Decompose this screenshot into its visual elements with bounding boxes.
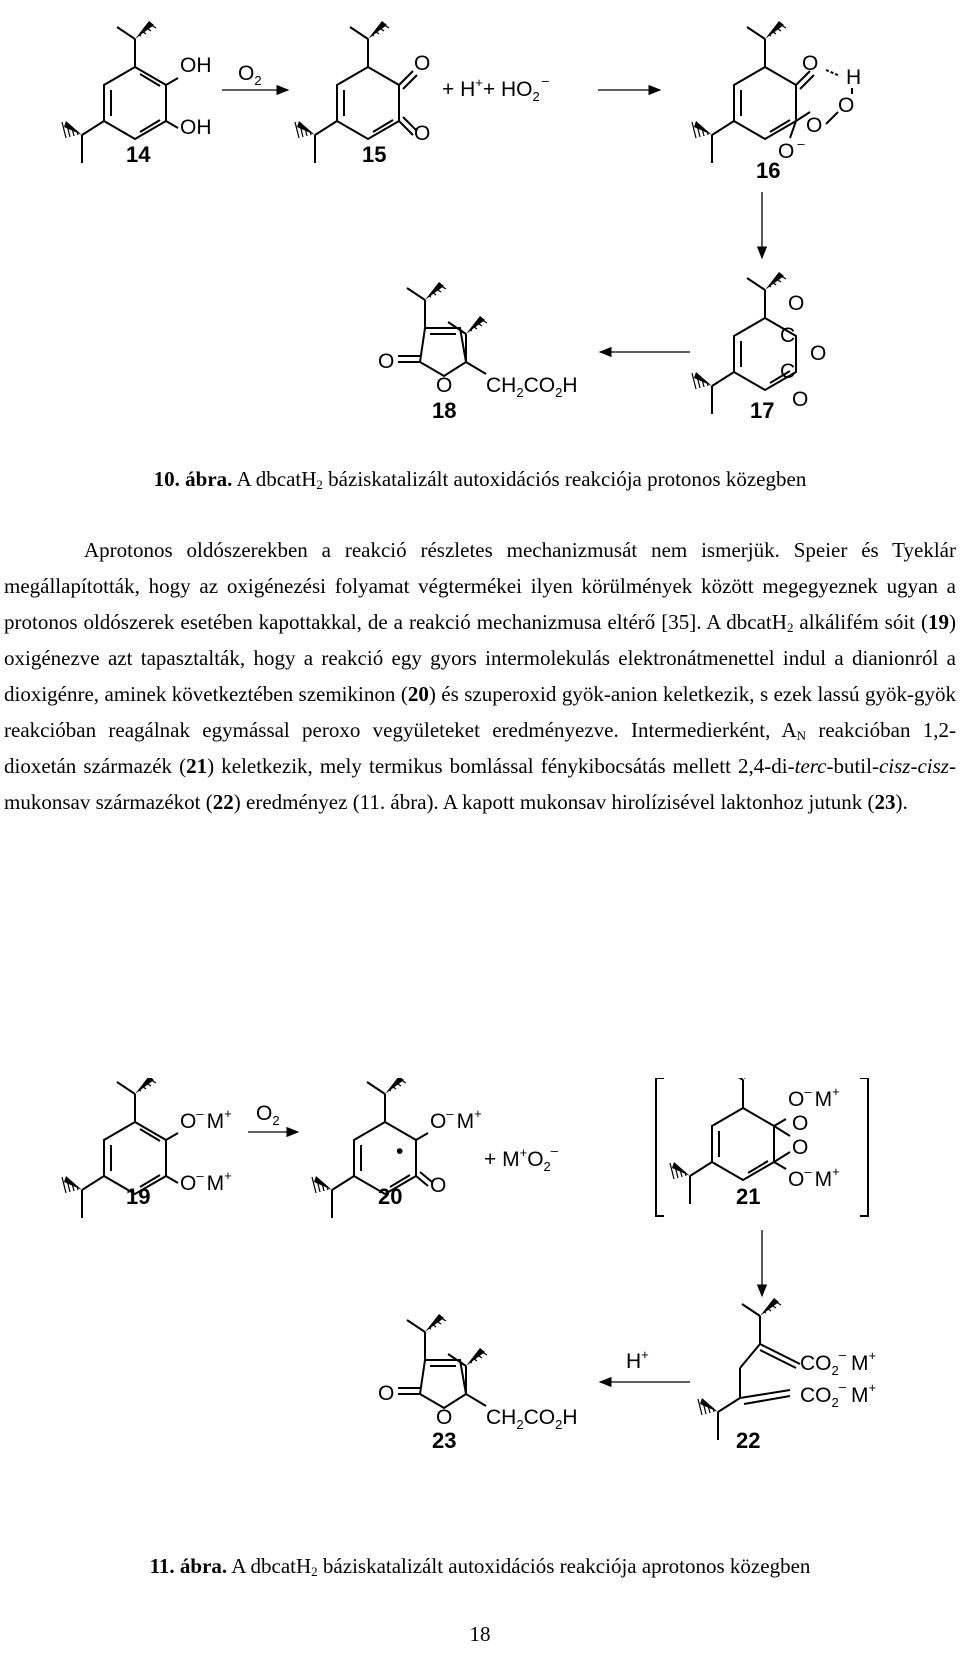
oxide-label: O– M+ [788,1084,840,1111]
oxygen-label: O [792,388,809,411]
figure-10-scheme [0,0,960,440]
reagent-label: $O_2$ [256,1102,280,1128]
carboxylate-label: $CO_2^-$ M+ [800,1379,877,1410]
compound-number: 16 [756,158,781,183]
oxygen-label: O [414,52,431,75]
figure-11-caption: 11. ábra. A dbcatH$_2$ báziskatalizált autoxidációs reakciója aprotonos közegben [149,1554,811,1579]
compound-22-muconate [698,1298,876,1453]
oxygen-label: O [378,350,395,373]
compound-number: 19 [126,1184,151,1209]
oxide-label: O– M+ [180,1106,232,1133]
oxide-label: O– M+ [180,1168,232,1195]
oxygen-label: O [792,1136,809,1159]
oxygen-label: O [838,94,855,117]
compound-number: 22 [736,1428,761,1453]
body-paragraph: Aprotonos oldószerekben a reakció részletes mechanizmusát nem ismerjük. Speier és Tyeklár megállapították, hogy az oxigénezési folyamat végtermékei ilyen körülmények között megegyeznek ugyan a protonos oldószerek esetében kapottakkal, de a reakció mechanizmusa eltérő [35]. A dbcatH$_2$ alkálifém sóit (19) oxigénezve azt tapasztalták, hogy a reakció egy gyors intermolekulás elektronátmenettel indul a dianionról a dioxigénre, aminek következtében szemikinon (20) és szuperoxid gyök-anion keletkezik, s ezek lassú gyök-gyök reakcióban reagálnak egymással peroxo vegyületeket eredményezve. Intermedierként, $A_N$ reakcióban 1,2-dioxetán származék (21) keletkezik, mely termikus bomlással fénykibocsátás mellett 2,4-di-terc-butil-cisz-cisz-mukonsav származékot (22) eredményez (11. ábra). A kapott mukonsav hirolízisével laktonhoz jutunk (23). [4,538,956,814]
caption-label: 11. ábra. [149,1554,228,1578]
compound-23-lactone [378,1314,577,1453]
oxygen-label: O [378,1382,395,1405]
compound-number: 15 [362,142,387,167]
compound-14-catechol [62,21,212,167]
reagent-label: H+ [626,1347,649,1373]
figure-10-caption: 10. ábra. A dbcatH$_2$ báziskatalizált autoxidációs reakciója protonos közegben [153,467,807,492]
oxygen-label: O [788,292,805,315]
oxygen-label: O [436,374,453,397]
figure-11-scheme [0,1078,960,1558]
oxygen-label: O [436,1406,453,1429]
hydrogen-label: H [846,66,862,89]
oxygen-label: O [430,1174,447,1197]
oxygen-label: O [810,342,827,365]
compound-number: 17 [750,398,775,423]
radical-dot: • [396,1140,404,1163]
byproduct-label: + $H^++ HO_2^-$ [442,73,549,104]
compound-number: 21 [736,1184,761,1209]
compound-number: 18 [432,398,457,423]
oxide-label: O– M+ [788,1164,840,1191]
hydroxyl-label: OH [180,54,212,77]
superoxide-label: + $M^+O_2^-$ [484,1143,558,1174]
compound-number: 20 [378,1184,403,1209]
oxygen-label: O [802,52,819,75]
carbon-label: C [780,324,796,347]
compound-18-lactone [378,282,577,423]
caption-label: 10. ábra. [153,467,233,491]
carbon-label: C [780,360,796,383]
reagent-label: $O_2$ [238,62,262,88]
compound-16-hydroperoxide [692,21,861,183]
compound-19-dianion [62,1078,232,1218]
carboxylate-label: $CO_2^-$ M+ [800,1347,877,1378]
compound-17-anhydride [692,272,826,423]
sidechain-label: $CH_2CO_2H$ [486,1406,578,1432]
compound-21-dioxetane [670,1078,840,1209]
oxygen-label: O [806,114,823,137]
compound-20-semiquinone [312,1078,482,1218]
oxygen-label: O [414,122,431,145]
compound-number: 14 [126,142,151,167]
sidechain-label: $CH_2CO_2H$ [486,374,578,400]
hydroxyl-label: OH [180,116,212,139]
compound-15-quinone [295,21,430,167]
oxygen-label: O [792,1112,809,1135]
compound-number: 23 [432,1428,457,1453]
oxygen-label: O – [778,136,805,163]
page-number: 18 [469,1622,491,1646]
oxide-label: O– M+ [430,1106,482,1133]
